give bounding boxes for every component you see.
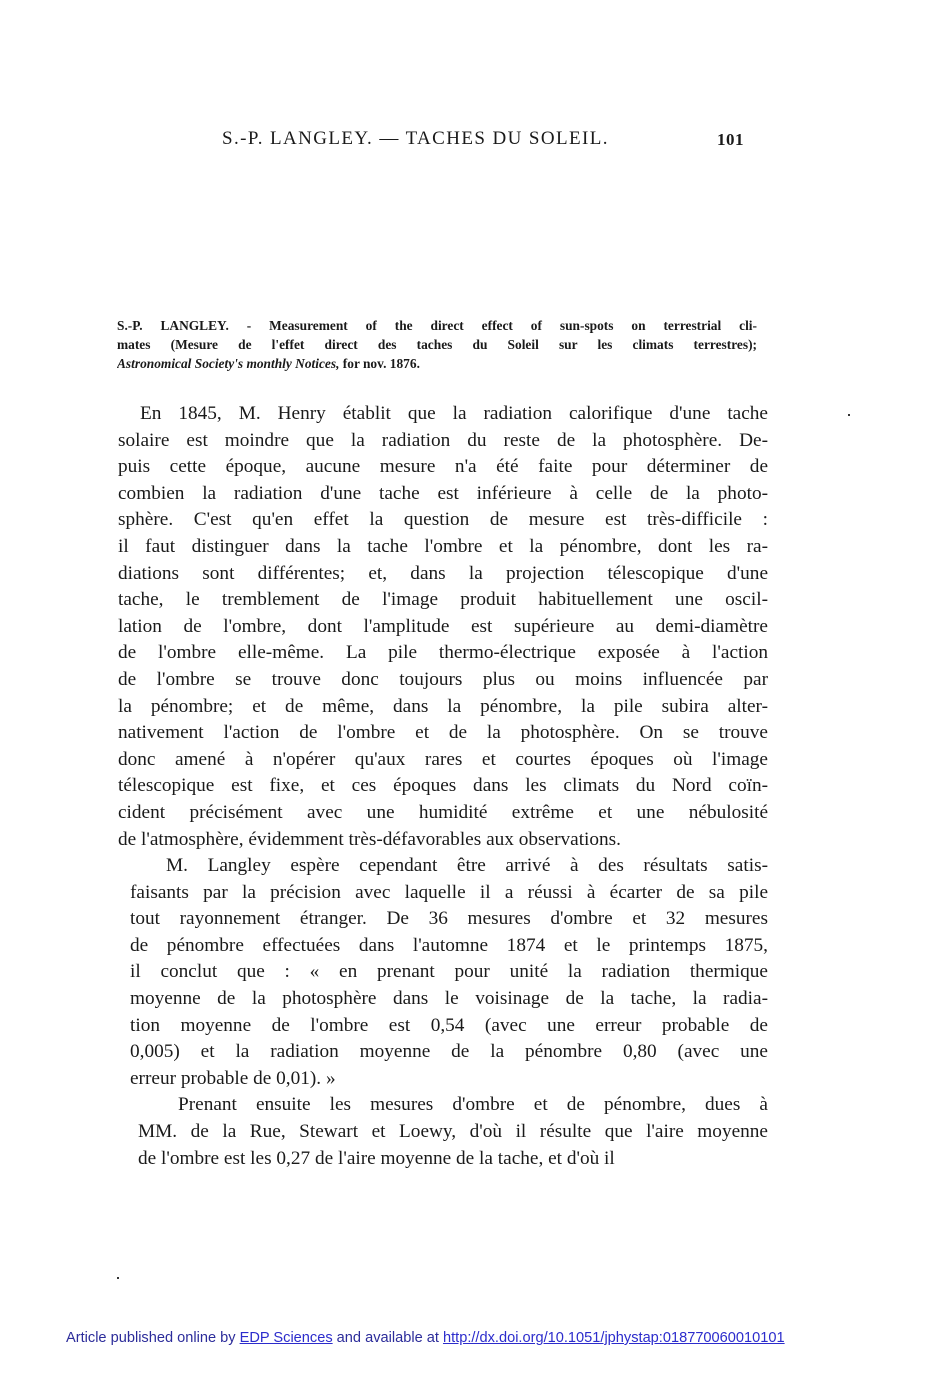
text-line: puis cette époque, aucune mesure n'a été faite pour déterminer de (118, 456, 768, 478)
paragraph (138, 1092, 768, 1172)
text-line: sphère. C'est qu'en effet la question de mesure est très-difficile : (118, 509, 768, 531)
text-line: télescopique est fixe, et ces époques dans les climats du Nord coïn- (118, 775, 768, 797)
publication-footer (66, 1330, 785, 1346)
text-line: En 1845, M. Henry établit que la radiation calorifique d'une tache (140, 403, 768, 424)
text-line: erreur probable de 0,01). » (130, 1067, 336, 1089)
text-line: Prenant ensuite les mesures d'ombre et de pénombre, dues à (178, 1094, 768, 1116)
journal-name: Astronomical Society's monthly Notices, (117, 356, 340, 371)
page-speck (117, 1277, 119, 1279)
running-title: S.-P. LANGLEY. — TACHES DU SOLEIL. (222, 128, 609, 149)
text-line: de pénombre effectuées dans l'automne 1874 et le printemps 1875, (130, 934, 768, 956)
text-line: tache, le tremblement de l'image produit habituellement une oscil- (118, 589, 768, 611)
doi-link[interactable]: http://dx.doi.org/10.1051/jphystap:018770060010101 (442, 1330, 785, 1346)
text-line: de l'ombre est les 0,27 de l'aire moyenne de la tache, et d'où il (138, 1147, 615, 1169)
text-line: donc amené à n'opérer qu'aux rares et courtes époques où l'image (118, 748, 768, 770)
paragraph (130, 853, 768, 1092)
text-line: diations sont différentes; et, dans la projection télescopique d'une (118, 562, 768, 584)
text-line: MM. de la Rue, Stewart et Loewy, d'où il résulte que l'aire moyenne (138, 1121, 768, 1143)
page-speck (848, 414, 850, 416)
text-line: de l'ombre elle-même. La pile thermo-électrique exposée à l'action (118, 642, 768, 664)
footer-prefix: Article published online by (66, 1330, 240, 1346)
citation-date: for nov. 1876. (339, 356, 420, 371)
text-line: faisants par la précision avec laquelle il a réussi à écarter de sa pile (130, 881, 768, 903)
citation-line (117, 354, 757, 373)
running-head (0, 128, 930, 154)
footer-middle: and available at (332, 1330, 443, 1346)
text-line: cident précisément avec une humidité extrême et une nébulosité (118, 801, 768, 823)
text-line: il faut distinguer dans la tache l'ombre et la pénombre, dont les ra- (118, 535, 768, 557)
text-line: nativement l'action de l'ombre et de la photosphère. On se trouve (118, 722, 768, 744)
text-line: tion moyenne de l'ombre est 0,54 (avec une erreur probable de (130, 1014, 768, 1036)
text-line: la pénombre; et de même, dans la pénombre, la pile subira alter- (118, 695, 768, 717)
text-line: M. Langley espère cependant être arrivé à des résultats satis- (166, 855, 768, 877)
bibliographic-citation (117, 316, 757, 373)
citation-line: mates (Mesure de l'effet direct des taches du Soleil sur les climats terrestres); (117, 337, 757, 352)
publisher-link[interactable]: EDP Sciences (239, 1330, 333, 1346)
text-line: tout rayonnement étranger. De 36 mesures d'ombre et 32 mesures (130, 908, 768, 930)
text-line: lation de l'ombre, dont l'amplitude est supérieure au demi-diamètre (118, 615, 768, 637)
text-line: de l'atmosphère, évidemment très-défavorables aux observations. (118, 828, 622, 850)
text-line: 0,005) et la radiation moyenne de la pénombre 0,80 (avec une (130, 1041, 768, 1063)
citation-line: S.-P. LANGLEY. - Measurement of the direct effect of sun-spots on terrestrial cli- (117, 318, 757, 333)
article-body (118, 401, 768, 1172)
text-line: moyenne de la photosphère dans le voisinage de la tache, la radia- (130, 988, 768, 1010)
text-line: il conclut que : « en prenant pour unité la radiation thermique (130, 961, 768, 983)
text-line: de l'ombre se trouve donc toujours plus ou moins influencée par (118, 668, 768, 690)
text-line: solaire est moindre que la radiation du reste de la photosphère. De- (118, 429, 768, 451)
page-number: 101 (717, 130, 744, 149)
text-line: combien la radiation d'une tache est inférieure à celle de la photo- (118, 482, 768, 504)
paragraph (118, 401, 768, 853)
